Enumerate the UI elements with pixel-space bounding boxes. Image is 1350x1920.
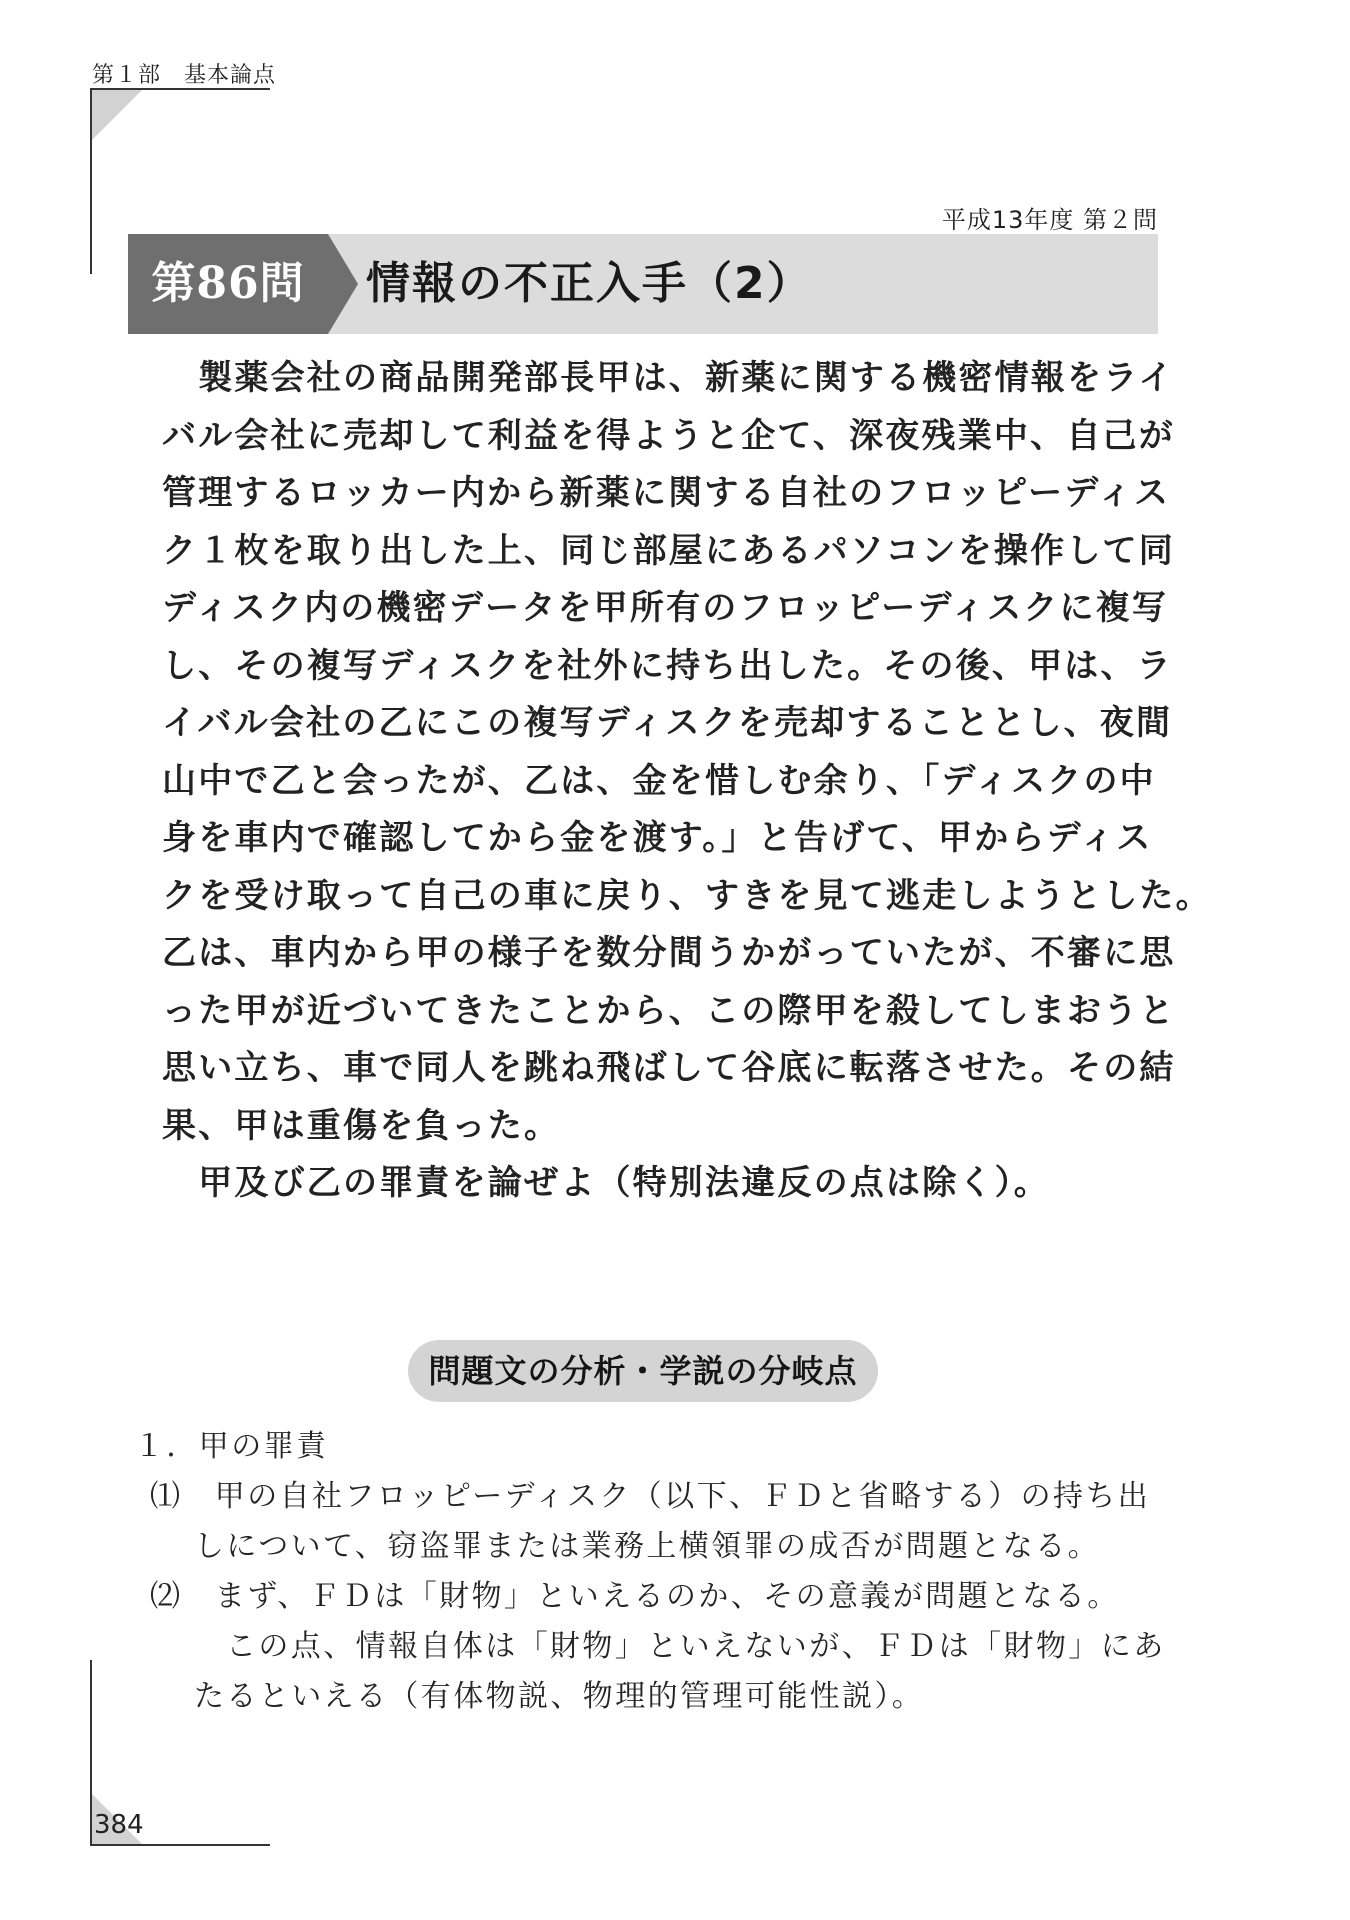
title-banner — [128, 234, 1158, 334]
analysis-heading: １．甲の罪責 — [134, 1429, 329, 1464]
problem-line: 甲及び乙の罪責を論ぜよ（特別法違反の点は除く）。 — [162, 1163, 1050, 1203]
top-corner-mark — [92, 90, 142, 140]
problem-line: 果、甲は重傷を負った。 — [162, 1105, 561, 1146]
analysis-item-line: たるといえる（有体物説、物理的管理可能性説）。 — [194, 1679, 925, 1714]
problem-line: 山中で乙と会ったが、乙は、金を惜しむ余り、「ディスクの中 — [162, 760, 1156, 801]
problem-line: ディスク内の機密データを甲所有のフロッピーディスクに複写 — [162, 588, 1169, 628]
analysis-item-line: この点、情報自体は「財物」といえないが、ＦＤは「財物」にあ — [226, 1629, 1166, 1664]
page-number: 384 — [94, 1810, 144, 1840]
problem-line: った甲が近づいてきたことから、この際甲を殺してしまおうと — [162, 990, 1176, 1031]
problem-line: クを受け取って自己の車に戻り、すきを見て逃走しようとした。 — [162, 875, 1212, 916]
problem-line: 身を車内で確認してから金を渡す。」と告げて、甲からディス — [162, 818, 1153, 858]
question-title: 情報の不正入手（2） — [366, 258, 813, 309]
problem-line: 製薬会社の商品開発部長甲は、新薬に関する機密情報をライ — [162, 358, 1175, 398]
footer-rule — [90, 1844, 270, 1846]
problem-line: ク１枚を取り出した上、同じ部屋にあるパソコンを操作して同 — [162, 530, 1175, 571]
section-heading: 問題文の分析・学説の分岐点 — [428, 1352, 858, 1390]
analysis-item-line: ⑴ 甲の自社フロッピーディスク（以下、ＦＤと省略する）の持ち出 — [150, 1479, 1151, 1514]
question-number: 第86問 — [151, 258, 305, 309]
problem-line: 乙は、車内から甲の様子を数分間うかがっていたが、不審に思 — [162, 933, 1176, 973]
analysis-item-line: しについて、窃盗罪または業務上横領罪の成否が問題となる。 — [194, 1529, 1100, 1564]
problem-line: 管理するロッカー内から新薬に関する自社のフロッピーディス — [162, 473, 1171, 513]
running-header: 第１部 基本論点 — [92, 63, 277, 88]
analysis-item-line: ⑵ まず、ＦＤは「財物」といえるのか、その意義が問題となる。 — [150, 1579, 1120, 1614]
problem-statement — [162, 350, 1212, 1213]
problem-line: イバル会社の乙にこの複写ディスクを売却することとし、夜間 — [162, 703, 1173, 743]
question-number-arrow — [328, 234, 358, 334]
problem-line: し、その複写ディスクを社外に持ち出した。その後、甲は、ラ — [162, 645, 1173, 686]
problem-line: バル会社に売却して利益を得ようと企て、深夜残業中、自己が — [162, 415, 1175, 456]
problem-line: 思い立ち、車で同人を跳ね飛ばして谷底に転落させた。その結 — [162, 1048, 1176, 1088]
exam-source-label: 平成13年度 第２問 — [941, 206, 1158, 234]
